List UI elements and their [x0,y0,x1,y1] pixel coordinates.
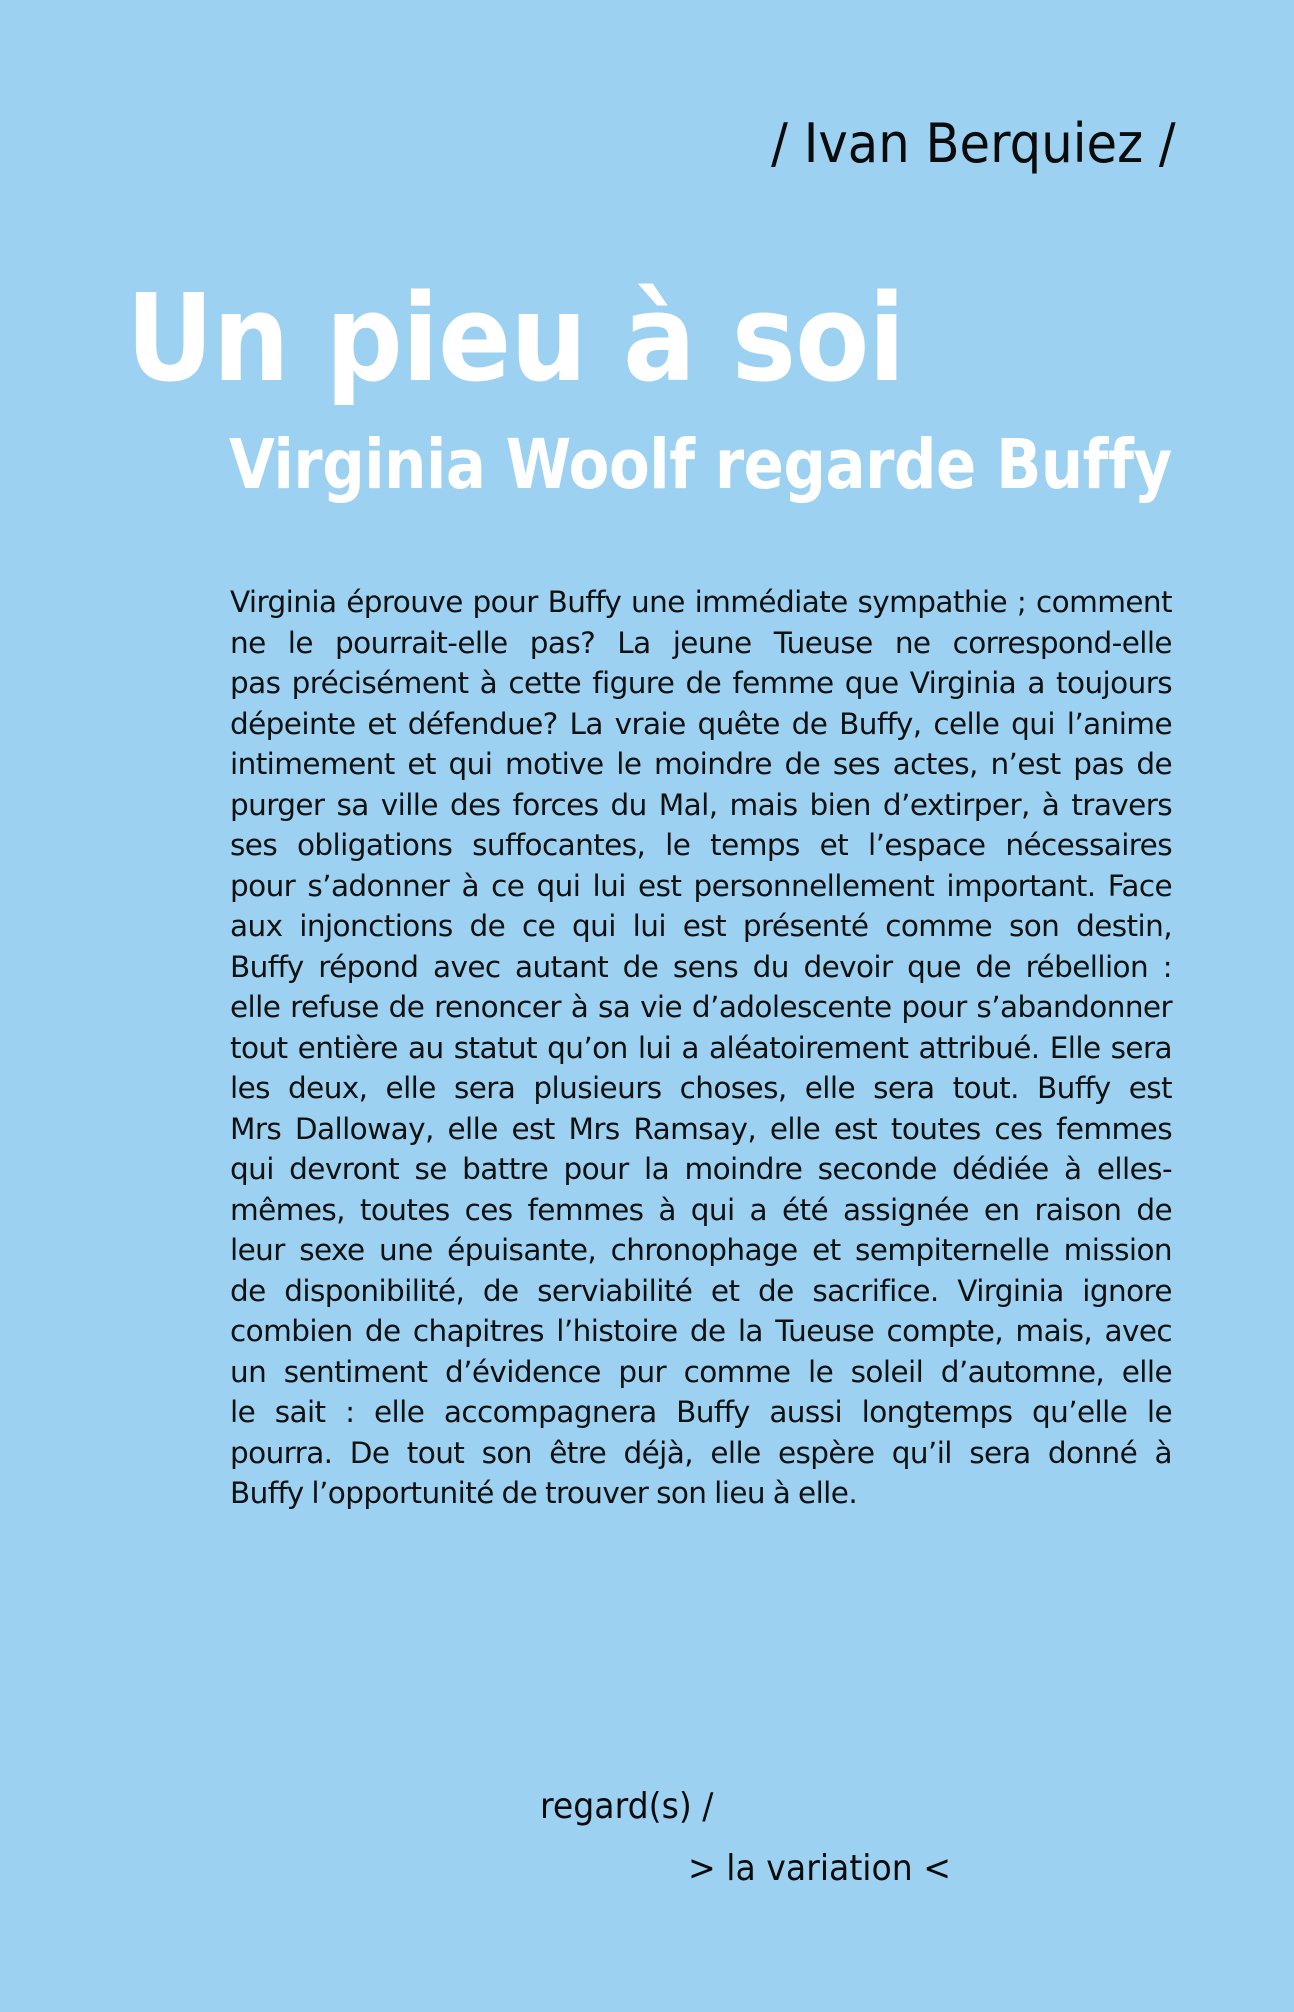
blurb-line: un sentiment d’évidence pur comme le soleil d’automne, elle [230,1354,1172,1389]
blurb-line: Mrs Dalloway, elle est Mrs Ramsay, elle est toutes ces femmes [230,1111,1172,1146]
blurb-line: le sait : elle accompagnera Buffy aussi longtemps qu’elle le [230,1395,1172,1429]
blurb-line: Virginia éprouve pour Buffy une immédiate sympathie ; comment [230,585,1172,619]
blurb-line: mêmes, toutes ces femmes à qui a été assignée en raison de [230,1192,1172,1227]
collection-name: > la variation < [688,1848,952,1889]
back-cover-blurb [230,582,1172,1514]
blurb-line: pourra. De tout son être déjà, elle espère qu’il sera donné à [230,1435,1172,1470]
blurb-line: Buffy répond avec autant de sens du devoir que de rébellion : [230,949,1172,984]
blurb-line: Buffy l’opportunité de trouver son lieu à elle. [230,1476,858,1510]
blurb-line: aux injonctions de ce qui lui est présenté comme son destin, [230,909,1172,943]
blurb-line: ne le pourrait-elle pas? La jeune Tueuse ne correspond-elle [230,625,1172,660]
blurb-line: combien de chapitres l’histoire de la Tueuse compte, mais, avec [230,1314,1172,1348]
author-name: / Ivan Berquiez / [771,112,1176,175]
blurb-line: tout entière au statut qu’on lui a aléatoirement attribué. Elle sera [230,1030,1172,1065]
blurb-line: pas précisément à cette figure de femme que Virginia a toujours [230,666,1172,700]
blurb-line: dépeinte et défendue? La vraie quête de Buffy, celle qui l’anime [230,706,1172,741]
blurb-line: elle refuse de renoncer à sa vie d’adolescente pour s’abandonner [230,990,1172,1024]
book-title: Un pieu à soi [126,270,905,409]
blurb-line: intimement et qui motive le moindre de ses actes, n’est pas de [230,747,1172,781]
blurb-line: purger sa ville des forces du Mal, mais bien d’extirper, à travers [230,787,1172,822]
blurb-line: de disponibilité, de serviabilité et de sacrifice. Virginia ignore [230,1273,1172,1308]
book-subtitle: Virginia Woolf regarde Buffy [229,425,1172,505]
blurb-line: ses obligations suffocantes, le temps et l’espace nécessaires [230,828,1172,862]
blurb-line: qui devront se battre pour la moindre seconde dédiée à elles- [230,1152,1172,1186]
blurb-line: les deux, elle sera plusieurs choses, elle sera tout. Buffy est [230,1071,1172,1105]
series-name: regard(s) / [540,1786,714,1827]
blurb-line: pour s’adonner à ce qui lui est personnellement important. Face [230,868,1172,903]
blurb-line: leur sexe une épuisante, chronophage et sempiternelle mission [230,1233,1172,1267]
